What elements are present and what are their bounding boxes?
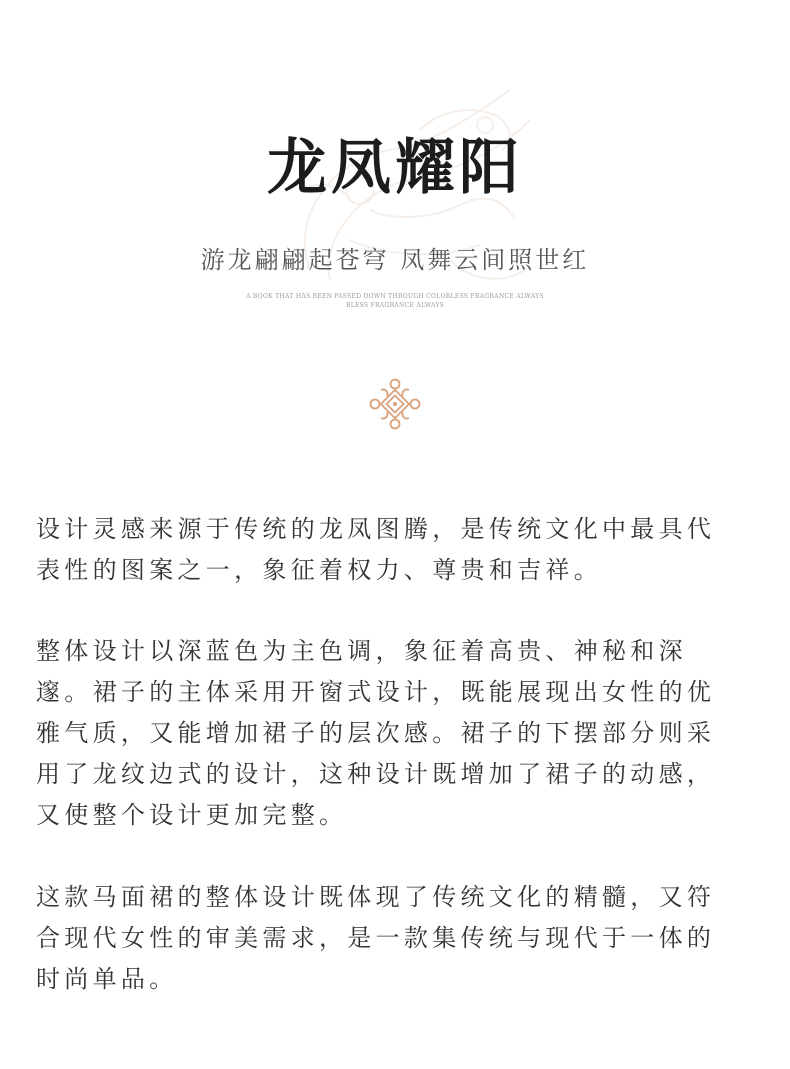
paragraph-line: 表性的图案之一，象征着权力、尊贵和吉祥。 [36, 556, 602, 584]
paragraph-line: 合现代女性的审美需求，是一款集传统与现代于一体的 [36, 924, 716, 952]
english-tagline-line-2: BLESS FRAGRANCE ALWAYS [345, 302, 444, 309]
paragraph-line: 设计灵感来源于传统的龙凤图腾，是传统文化中最具代 [36, 515, 716, 543]
paragraph-inspiration [36, 509, 758, 591]
paragraph-line: 时尚单品。 [36, 965, 178, 993]
english-tagline-line-1: A BOOK THAT HAS BEEN PASSED DOWN THROUGH COLORLESS FRAGRANCE ALWAYS [246, 293, 544, 300]
paragraph-line: 雅气质，又能增加裙子的层次感。裙子的下摆部分则采 [36, 719, 716, 747]
paragraph-line: 整体设计以深蓝色为主色调，象征着高贵、神秘和深 [36, 637, 687, 665]
paragraph-summary [36, 877, 758, 1000]
page-title: 龙凤耀阳 [267, 133, 523, 203]
paragraph-line: 这款马面裙的整体设计既体现了传统文化的精髓，又符 [36, 883, 716, 911]
knot-ornament-icon [367, 376, 423, 432]
paragraph-design [36, 631, 758, 836]
page-subtitle: 游龙翩翩起苍穹 凤舞云间照世红 [200, 246, 590, 274]
paragraph-line: 邃。裙子的主体采用开窗式设计，既能展现出女性的优 [36, 678, 716, 706]
paragraph-line: 又使整个设计更加完整。 [36, 801, 348, 829]
paragraph-line: 用了龙纹边式的设计，这种设计既增加了裙子的动感， [36, 760, 716, 788]
